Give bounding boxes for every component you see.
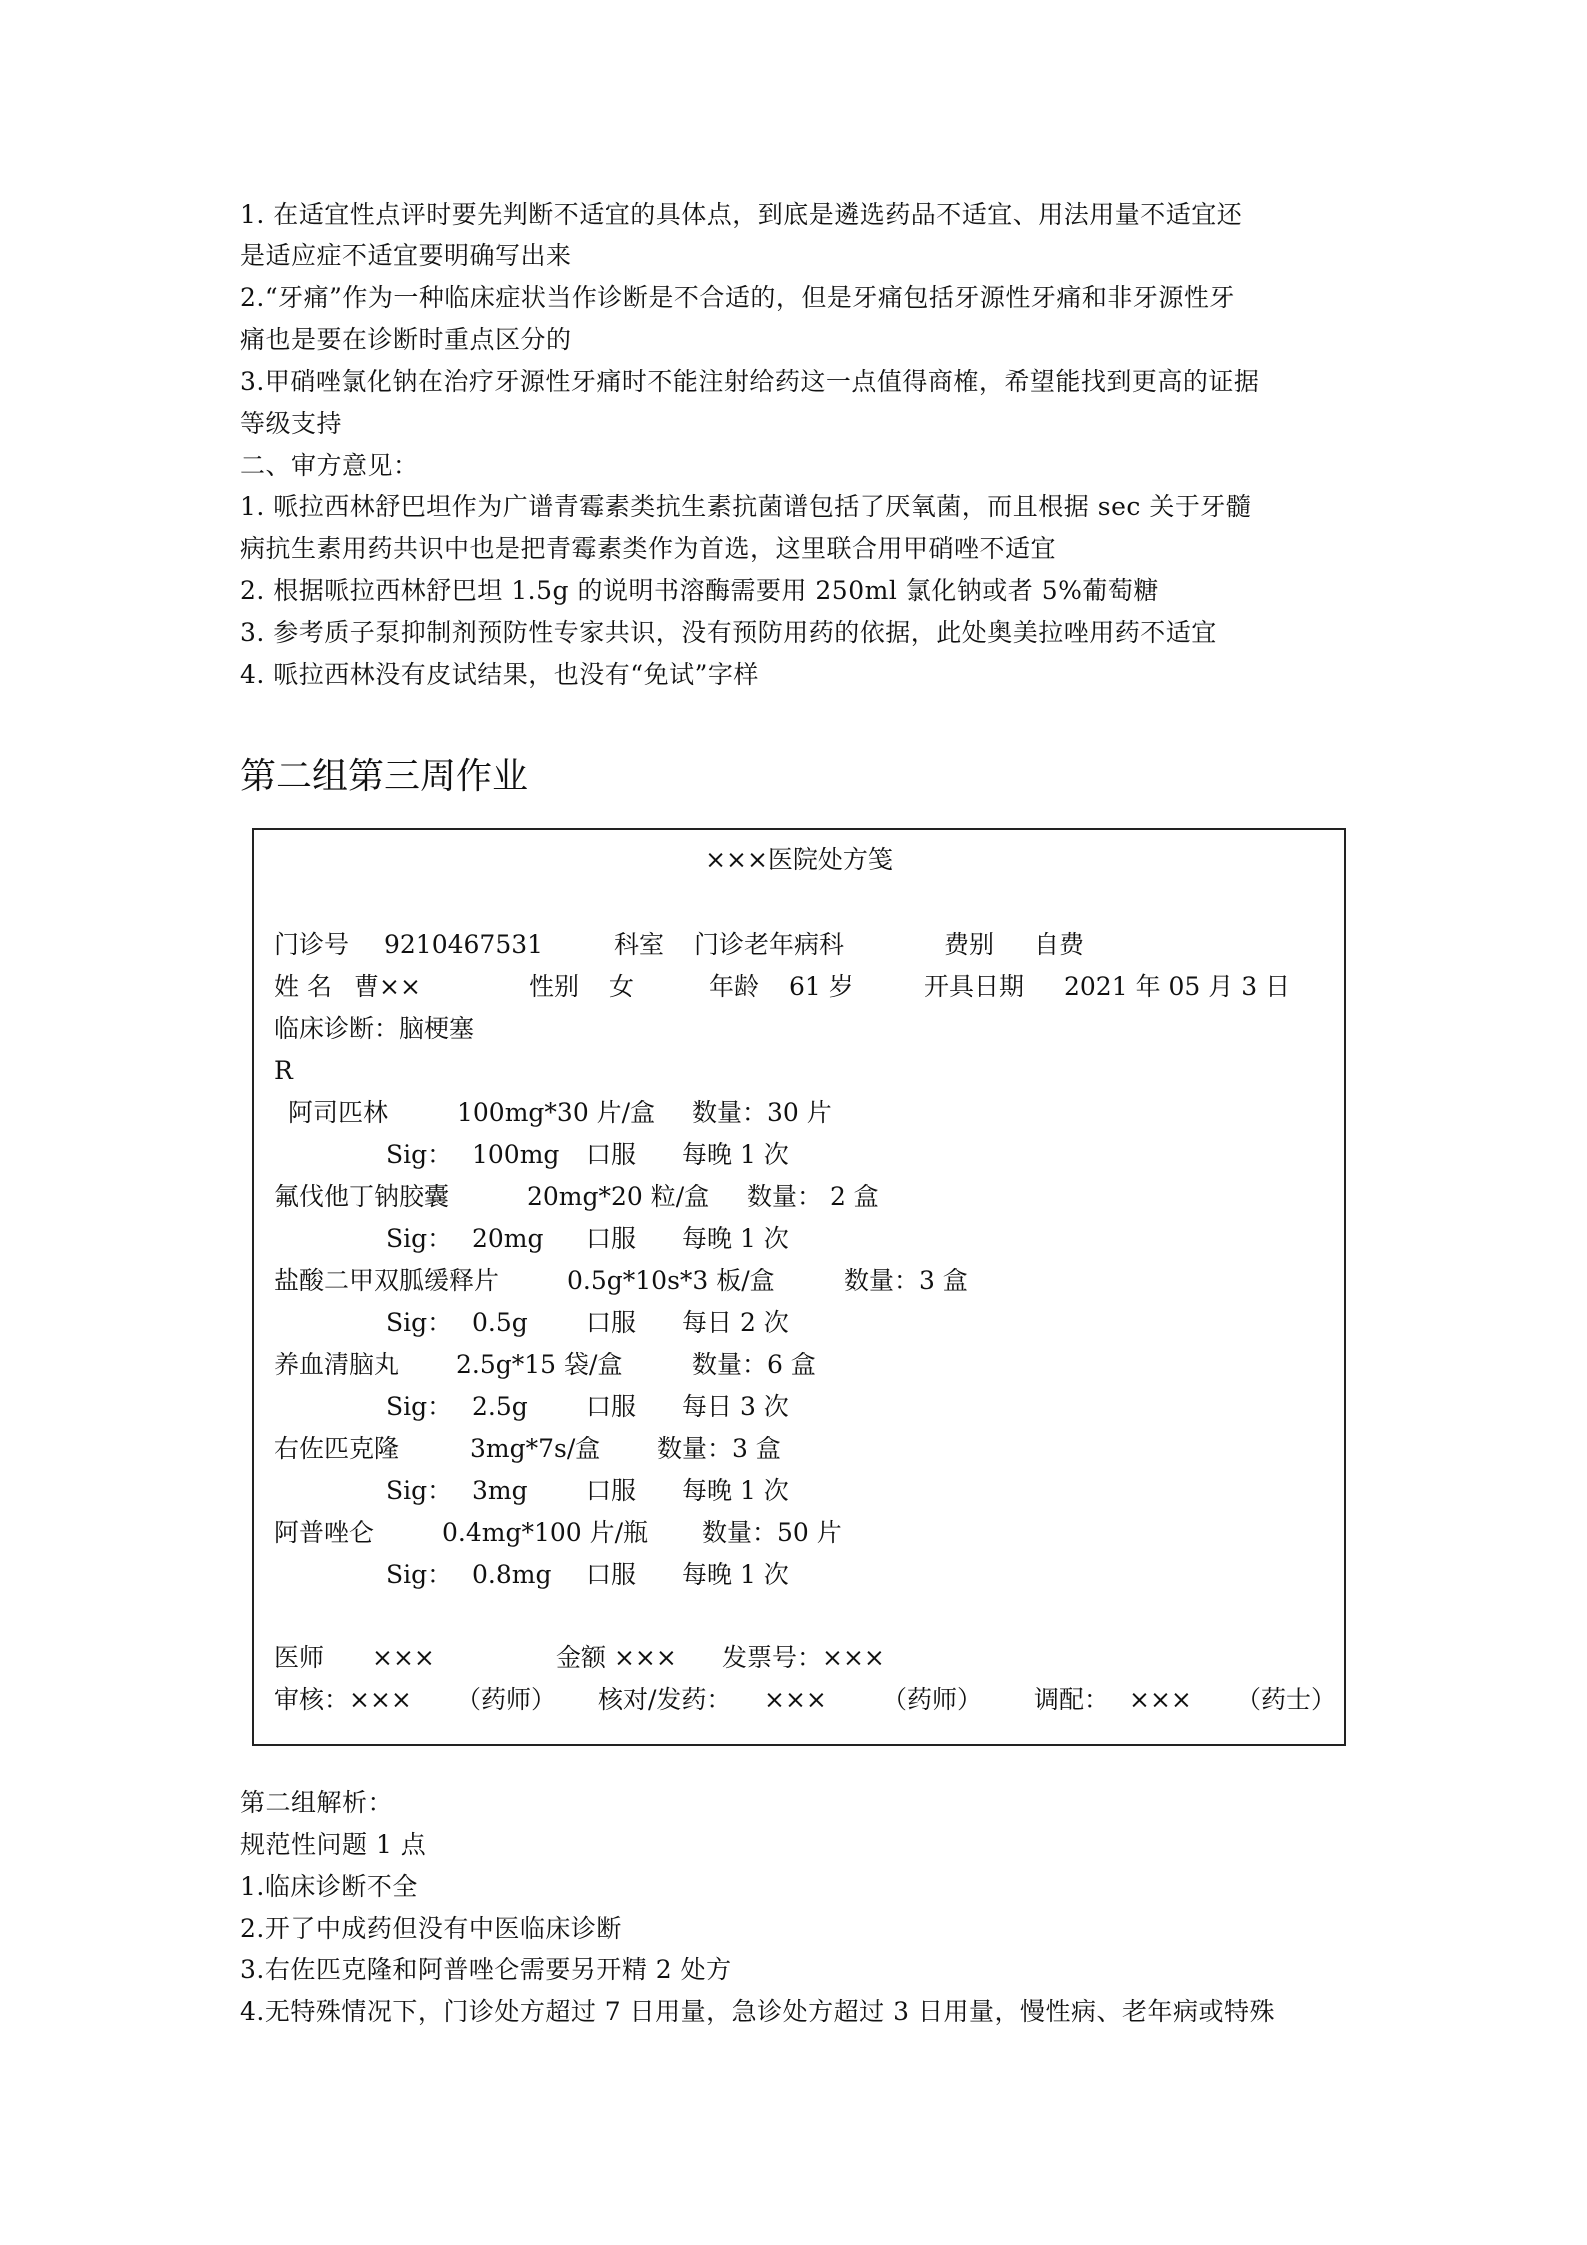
- text-line: 2.“牙痛”作为一种临床症状当作诊断是不合适的，但是牙痛包括牙源性牙痛和非牙源性牙: [240, 283, 1235, 312]
- text-line: 3. 参考质子泵抑制剂预防性专家共识，没有预防用药的依据，此处奥美拉唑用药不适宜: [240, 618, 1217, 647]
- sig-freq: 每晚 1 次: [682, 1140, 789, 1169]
- analysis-heading: 第二组解析：: [240, 1788, 394, 1817]
- text-line: 痛也是要在诊断时重点区分的: [240, 325, 572, 354]
- dispense-label: 调配：: [1034, 1685, 1110, 1714]
- sig-freq: 每晚 1 次: [682, 1560, 789, 1589]
- drug-spec: 100mg*30 片/盒: [457, 1098, 656, 1127]
- sig-dose: 0.8mg: [472, 1560, 552, 1589]
- drug-name: 阿司匹林: [288, 1098, 389, 1127]
- text-line: 2. 根据哌拉西林舒巴坦 1.5g 的说明书溶酶需要用 250ml 氯化钠或者 5%葡萄糖: [240, 576, 1159, 605]
- sig-label: Sig：: [386, 1224, 453, 1253]
- clinic-no-label: 门诊号: [274, 930, 350, 959]
- clinic-no: 9210467531: [384, 930, 544, 959]
- issue-date: 2021 年 05 月 3 日: [1064, 972, 1291, 1001]
- sig-freq: 每日 3 次: [682, 1392, 789, 1421]
- sig-route: 口服: [586, 1140, 637, 1169]
- check-name: ×××: [764, 1685, 827, 1714]
- fee: 自费: [1034, 930, 1085, 959]
- name-label: 姓 名: [274, 972, 332, 1001]
- sig-route: 口服: [586, 1560, 637, 1589]
- sig-label: Sig：: [386, 1308, 453, 1337]
- check-label: 核对/发药：: [598, 1685, 732, 1714]
- drug-qty: 数量：50 片: [702, 1518, 842, 1547]
- amount: 金额 ×××: [556, 1643, 677, 1672]
- drug-spec: 20mg*20 粒/盒: [527, 1182, 710, 1211]
- section-subheading: 二、审方意见：: [240, 451, 419, 480]
- dispense-name: ×××: [1129, 1685, 1192, 1714]
- drug-qty: 数量：6 盒: [692, 1350, 816, 1379]
- drug-name: 氟伐他丁钠胶囊: [274, 1182, 450, 1211]
- text-line: 病抗生素用药共识中也是把青霉素类作为首选，这里联合用甲硝唑不适宜: [240, 534, 1057, 563]
- clinical-diagnosis: 临床诊断：脑梗塞: [274, 1014, 475, 1043]
- review-role: （药师）: [456, 1685, 557, 1714]
- doctor-name: ×××: [372, 1643, 435, 1672]
- text-line: 2.开了中成药但没有中医临床诊断: [240, 1914, 622, 1943]
- sex: 女: [609, 972, 635, 1001]
- drug-name: 阿普唑仑: [274, 1518, 375, 1547]
- text-line: 4.无特殊情况下，门诊处方超过 7 日用量，急诊处方超过 3 日用量，慢性病、老年病或特殊: [240, 1997, 1275, 2026]
- sig-dose: 0.5g: [472, 1308, 528, 1337]
- sig-freq: 每晚 1 次: [682, 1476, 789, 1505]
- text-line: 等级支持: [240, 409, 343, 438]
- text-line: 1.临床诊断不全: [240, 1872, 418, 1901]
- drug-spec: 3mg*7s/盒: [470, 1434, 601, 1463]
- dept: 门诊老年病科: [694, 930, 845, 959]
- drug-spec: 2.5g*15 袋/盒: [456, 1350, 623, 1379]
- prescription-title: ×××医院处方笺: [705, 845, 893, 874]
- drug-qty: 数量：3 盒: [657, 1434, 781, 1463]
- sig-route: 口服: [586, 1476, 637, 1505]
- patient-name: 曹××: [354, 972, 421, 1001]
- sig-label: Sig：: [386, 1560, 453, 1589]
- sig-freq: 每晚 1 次: [682, 1224, 789, 1253]
- check-role: （药师）: [882, 1685, 983, 1714]
- review: 审核：×××: [274, 1685, 412, 1714]
- drug-qty: 数量： 2 盒: [747, 1182, 879, 1211]
- drug-qty: 数量：30 片: [692, 1098, 832, 1127]
- drug-name: 盐酸二甲双胍缓释片: [274, 1266, 500, 1295]
- sig-label: Sig：: [386, 1392, 453, 1421]
- drug-spec: 0.5g*10s*3 板/盒: [567, 1266, 775, 1295]
- age: 61 岁: [789, 972, 854, 1001]
- sig-label: Sig：: [386, 1140, 453, 1169]
- drug-name: 养血清脑丸: [274, 1350, 400, 1379]
- drug-spec: 0.4mg*100 片/瓶: [442, 1518, 649, 1547]
- section-heading: 第二组第三周作业: [240, 756, 529, 797]
- text-line: 1. 哌拉西林舒巴坦作为广谱青霉素类抗生素抗菌谱包括了厌氧菌，而且根据 sec 关于牙髓: [240, 492, 1252, 521]
- dispense-role: （药士）: [1236, 1685, 1337, 1714]
- rx-symbol: R: [274, 1056, 293, 1085]
- invoice-no: 发票号：×××: [722, 1643, 885, 1672]
- age-label: 年龄: [709, 972, 760, 1001]
- date-label: 开具日期: [924, 972, 1025, 1001]
- drug-name: 右佐匹克隆: [274, 1434, 400, 1463]
- sig-route: 口服: [586, 1308, 637, 1337]
- dept-label: 科室: [614, 930, 665, 959]
- text-line: 是适应症不适宜要明确写出来: [240, 241, 572, 270]
- sig-dose: 2.5g: [472, 1392, 528, 1421]
- text-line: 3.右佐匹克隆和阿普唑仑需要另开精 2 处方: [240, 1955, 732, 1984]
- sig-freq: 每日 2 次: [682, 1308, 789, 1337]
- sig-route: 口服: [586, 1224, 637, 1253]
- fee-label: 费别: [944, 930, 995, 959]
- drug-qty: 数量：3 盒: [844, 1266, 968, 1295]
- text-line: 4. 哌拉西林没有皮试结果，也没有“免试”字样: [240, 660, 759, 689]
- text-line: 规范性问题 1 点: [240, 1830, 427, 1859]
- prescription-form: [252, 828, 1346, 1746]
- sex-label: 性别: [529, 972, 580, 1001]
- sig-route: 口服: [586, 1392, 637, 1421]
- text-line: 3.甲硝唑氯化钠在治疗牙源性牙痛时不能注射给药这一点值得商榷，希望能找到更高的证据: [240, 367, 1260, 396]
- text-line: 1. 在适宜性点评时要先判断不适宜的具体点，到底是遴选药品不适宜、用法用量不适宜还: [240, 200, 1243, 229]
- sig-dose: 3mg: [472, 1476, 528, 1505]
- doctor-label: 医师: [274, 1643, 325, 1672]
- sig-label: Sig：: [386, 1476, 453, 1505]
- sig-dose: 20mg: [472, 1224, 544, 1253]
- sig-dose: 100mg: [472, 1140, 560, 1169]
